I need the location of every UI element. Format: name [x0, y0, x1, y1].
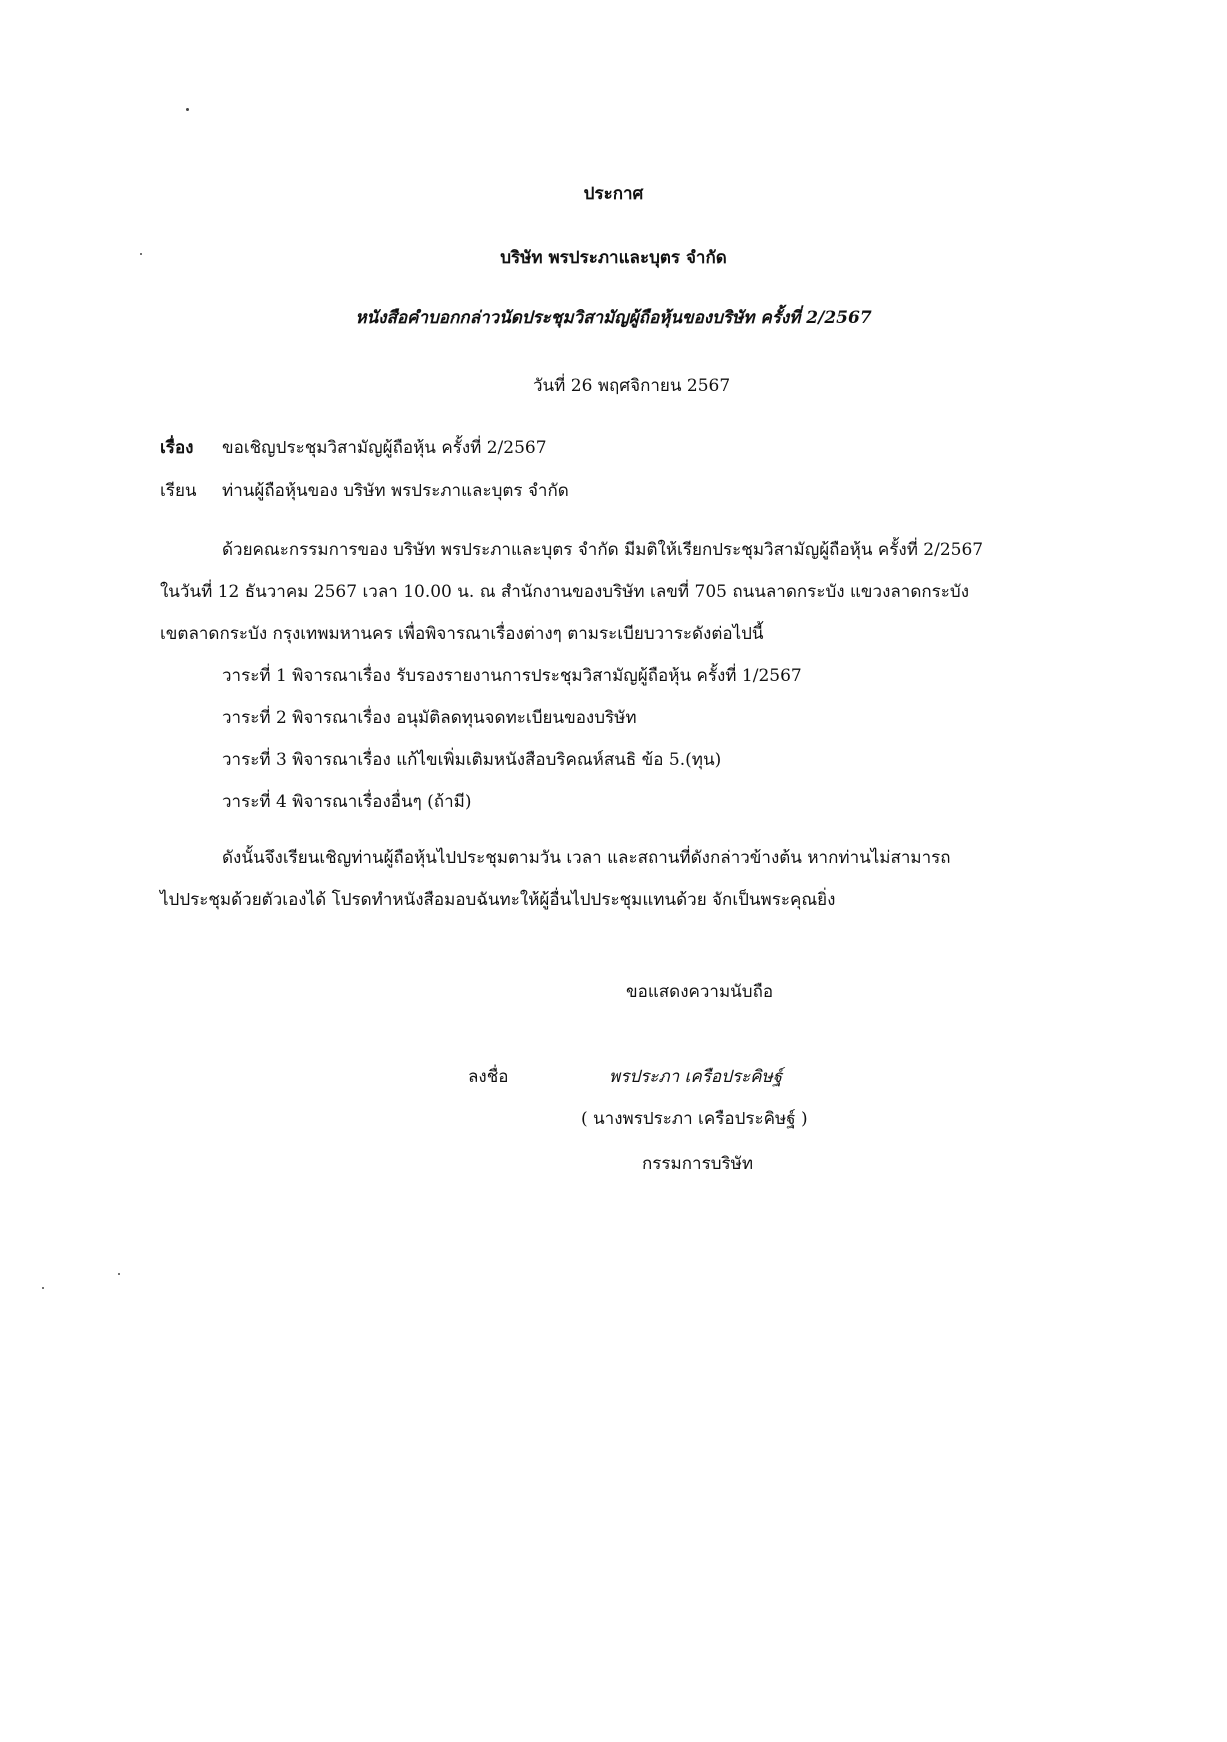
sign-label: ลงชื่อ [468, 1067, 509, 1087]
scan-speck [118, 1273, 120, 1275]
paragraph2-line: ไปประชุมด้วยตัวเองได้ โปรดทำหนังสือมอบฉันทะให้ผู้อื่นไปประชุมแทนด้วย จักเป็นพระคุณยิ่ง [160, 890, 836, 910]
recipient-label: เรียน [160, 481, 197, 501]
signature: พรประภา เครือประคิษฐ์ [609, 1067, 783, 1087]
company-name: บริษัท พรประภาและบุตร จำกัด [500, 248, 727, 268]
closing-regards: ขอแสดงความนับถือ [626, 982, 774, 1002]
printed-name: ( นางพรประภา เครือประคิษฐ์ ) [581, 1109, 808, 1129]
agenda-item: วาระที่ 2 พิจารณาเรื่อง อนุมัติลดทุนจดทะเบียนของบริษัท [222, 708, 637, 728]
paragraph1-line: เขตลาดกระบัง กรุงเทพมหานคร เพื่อพิจารณาเรื่องต่างๆ ตามระเบียบวาระดังต่อไปนี้ [160, 624, 764, 644]
scan-speck [186, 108, 189, 111]
subject-label: เรื่อง [160, 438, 194, 458]
recipient-text: ท่านผู้ถือหุ้นของ บริษัท พรประภาและบุตร จำกัด [222, 481, 569, 501]
signer-position: กรรมการบริษัท [642, 1154, 754, 1174]
paragraph1-line: ในวันที่ 12 ธันวาคม 2567 เวลา 10.00 น. ณ สำนักงานของบริษัท เลขที่ 705 ถนนลาดกระบัง แขวงลาดกระบัง [160, 582, 970, 602]
subject-text: ขอเชิญประชุมวิสามัญผู้ถือหุ้น ครั้งที่ 2/2567 [222, 438, 547, 458]
paragraph2-line: ดังนั้นจึงเรียนเชิญท่านผู้ถือหุ้นไปประชุมตามวัน เวลา และสถานที่ดังกล่าวข้างต้น หากท่านไม่สามารถ [222, 848, 951, 868]
agenda-item: วาระที่ 4 พิจารณาเรื่องอื่นๆ (ถ้ามี) [222, 792, 472, 812]
scan-speck [42, 1287, 44, 1289]
paragraph1-line: ด้วยคณะกรรมการของ บริษัท พรประภาและบุตร จำกัด มีมติให้เรียกประชุมวิสามัญผู้ถือหุ้น ครั้งที่ 2/2567 [222, 540, 984, 560]
agenda-item: วาระที่ 3 พิจารณาเรื่อง แก้ไขเพิ่มเติมหนังสือบริคณห์สนธิ ข้อ 5.(ทุน) [222, 750, 722, 770]
announcement-heading: ประกาศ [583, 184, 644, 204]
notice-date: วันที่ 26 พฤศจิกายน 2567 [533, 376, 731, 396]
agenda-item: วาระที่ 1 พิจารณาเรื่อง รับรองรายงานการประชุมวิสามัญผู้ถือหุ้น ครั้งที่ 1/2567 [222, 666, 802, 686]
notice-title: หนังสือคำบอกกล่าวนัดประชุมวิสามัญผู้ถือหุ้นของบริษัท ครั้งที่ 2/2567 [355, 308, 872, 328]
